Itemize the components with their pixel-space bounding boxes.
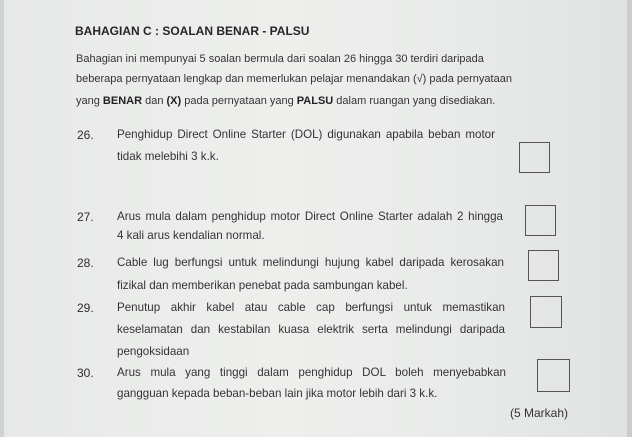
question-text: Penutup akhir kabel atau cable cap berfungsi untuk memastikan	[117, 301, 505, 314]
question-text: Arus mula yang tinggi dalam penghidup DOL boleh menyebabkan	[117, 366, 506, 379]
page-right-edge	[627, 0, 632, 437]
page-left-edge	[0, 0, 4, 437]
answer-checkbox[interactable]	[528, 250, 559, 281]
instruction-line-1: Bahagian ini mempunyai 5 soalan bermula dari soalan 26 hingga 30 terdiri daripada	[76, 53, 484, 65]
instruction-line-3	[76, 95, 495, 107]
question-number: 30.	[77, 366, 94, 380]
section-title: BAHAGIAN C : SOALAN BENAR - PALSU	[75, 24, 310, 38]
question-number: 29.	[77, 301, 94, 315]
instruction-text: dan	[142, 95, 167, 107]
question-text: fizikal dan memberikan penebat pada sambungan kabel.	[117, 279, 408, 292]
instruction-text: pada pernyataan yang	[181, 95, 297, 107]
question-text: Penghidup Direct Online Starter (DOL) digunakan apabila beban motor	[117, 128, 495, 141]
answer-checkbox[interactable]	[530, 296, 562, 328]
instruction-text: dalam ruangan yang disediakan.	[333, 95, 496, 107]
instruction-text: yang	[76, 95, 103, 107]
question-number: 28.	[77, 256, 94, 270]
question-text: keselamatan dan kestabilan kuasa elektrik serta melindungi daripada	[117, 323, 505, 336]
answer-checkbox[interactable]	[519, 142, 550, 173]
question-text: tidak melebihi 3 k.k.	[117, 150, 219, 163]
question-number: 26.	[77, 128, 94, 142]
marks-label: (5 Markah)	[510, 406, 569, 420]
keyword-palsu: PALSU	[296, 95, 334, 107]
instruction-line-2: beberapa pernyataan lengkap dan memerlukan pelajar menandakan (√) pada pernyataan	[76, 73, 512, 85]
question-text: gangguan kepada beban-beban lain jika motor lebih dari 3 k.k.	[117, 387, 438, 400]
question-text: Arus mula dalam penghidup motor Direct Online Starter adalah 2 hingga	[117, 210, 503, 223]
question-text: pengoksidaan	[117, 345, 190, 358]
answer-checkbox[interactable]	[525, 205, 556, 236]
question-text: 4 kali arus kendalian normal.	[117, 229, 265, 242]
question-number: 27.	[77, 210, 94, 224]
question-text: Cable lug berfungsi untuk melindungi hujung kabel daripada kerosakan	[117, 256, 504, 269]
keyword-benar: BENAR	[102, 95, 143, 107]
answer-checkbox[interactable]	[537, 359, 570, 392]
keyword-x: (X)	[166, 95, 182, 107]
